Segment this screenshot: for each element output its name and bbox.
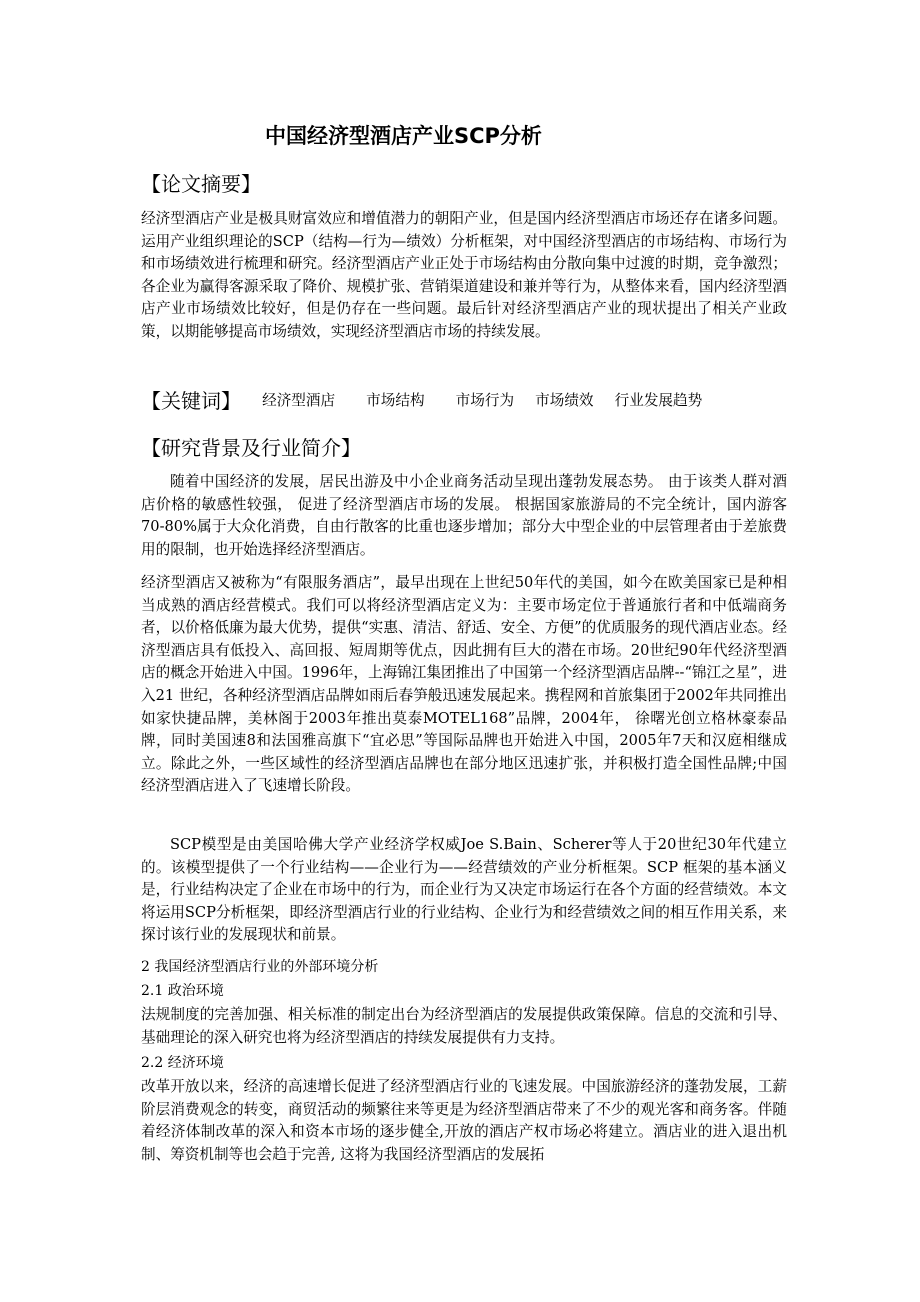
abstract-heading: 【论文摘要】 [141,172,261,196]
keywords-heading: 【关键词】 [141,389,241,413]
background-paragraph-1: 随着中国经济的发展，居民出游及中小企业商务活动呈现出蓬勃发展态势。 由于该类人群对酒店价格的敏感性较强， 促进了经济型酒店市场的发展。 根据国家旅游局的不完全统计，国内游客 70-80%属于大众化消费，自由行散客的比重也逐步增加；部分大中型企业的中层管理者由于差旅费用的限制，也开始选择经济型酒店。 [141,473,787,558]
keyword-item: 行业发展趋势 [614,392,703,409]
keyword-item: 市场结构 [366,392,425,409]
keyword-item: 市场绩效 [535,392,594,409]
document-title: 中国经济型酒店产业SCP分析 [265,124,542,148]
section-2-2-heading: 2.2 经济环境 [141,1055,224,1071]
keyword-item: 经济型酒店 [262,392,336,409]
background-heading: 【研究背景及行业简介】 [141,436,361,460]
background-paragraph-3: SCP模型是由美国哈佛大学产业经济学权威Joe S.Bain、Scherer等人于20世纪30年代建立的。该模型提供了一个行业结构——企业行为——经营绩效的产业分析框架。SCP 框架的基本涵义是，行业结构决定了企业在市场中的行为，而企业行为又决定市场运行在各个方面的经营绩效。本文将运用SCP分析框架，即经济型酒店行业的行业结构、企业行为和经营绩效之间的相互作用关系，来探讨该行业的发展现状和前景。 [141,836,787,944]
political-paragraph: 法规制度的完善加强、相关标准的制定出台为经济型酒店的发展提供政策保障。信息的交流和引导、基础理论的深入研究也将为经济型酒店的持续发展提供有力支持。 [141,1006,787,1046]
economic-paragraph: 改革开放以来，经济的高速增长促进了经济型酒店行业的飞速发展。中国旅游经济的蓬勃发展，工薪阶层消费观念的转变，商贸活动的频繁往来等更是为经济型酒店带来了不少的观光客和商务客。伴随着经济体制改革的深入和资本市场的逐步健全,开放的酒店产权市场必将建立。酒店业的进入退出机制、筹资机制等也会趋于完善, 这将为我国经济型酒店的发展拓 [141,1078,787,1163]
abstract-paragraph: 经济型酒店产业是极具财富效应和增值潜力的朝阳产业，但是国内经济型酒店市场还存在诸多问题。运用产业组织理论的SCP（结构—行为—绩效）分析框架，对中国经济型酒店的市场结构、市场行为和市场绩效进行梳理和研究。经济型酒店产业正处于市场结构由分散向集中过渡的时期，竞争激烈；各企业为赢得客源采取了降价、规模扩张、营销渠道建设和兼并等行为，从整体来看，国内经济型酒店产业市场绩效比较好，但是仍存在一些问题。最后针对经济型酒店产业的现状提出了相关产业政策，以期能够提高市场绩效，实现经济型酒店市场的持续发展。 [141,210,787,340]
keywords-row [141,387,702,415]
keyword-item: 市场行为 [455,392,515,409]
background-paragraph-2: 经济型酒店又被称为“有限服务酒店”，最早出现在上世纪50年代的美国，如今在欧美国家已是种相当成熟的酒店经营模式。我们可以将经济型酒店定义为：主要市场定位于普通旅行者和中低端商务者，以价格低廉为最大优势，提供“实惠、清洁、舒适、安全、方便”的优质服务的现代酒店业态。经济型酒店具有低投入、高回报、短周期等优点，因此拥有巨大的潜在市场。20世纪90年代经济型酒店的概念开始进入中国。1996年，上海锦江集团推出了中国第一个经济型酒店品牌--“锦江之星”，进入21 世纪，各种经济型酒店品牌如雨后春笋般迅速发展起来。携程网和首旅集团于2002年共同推出如家快捷品牌，美林阁于2003年推出莫泰MOTEL168”品牌，2004年， 徐曙光创立格林豪泰品牌，同时美国速8和法国雅高旗下“宜必思”等国际品牌也开始进入中国，2005年7天和汉庭相继成立。除此之外，一些区域性的经济型酒店品牌也在部分地区迅速扩张，并积极打造全国性品牌;中国经济型酒店进入了飞速增长阶段。 [141,574,787,795]
section-2-1-heading: 2.1 政治环境 [141,983,224,999]
section-2-heading: 2 我国经济型酒店行业的外部环境分析 [141,959,379,975]
